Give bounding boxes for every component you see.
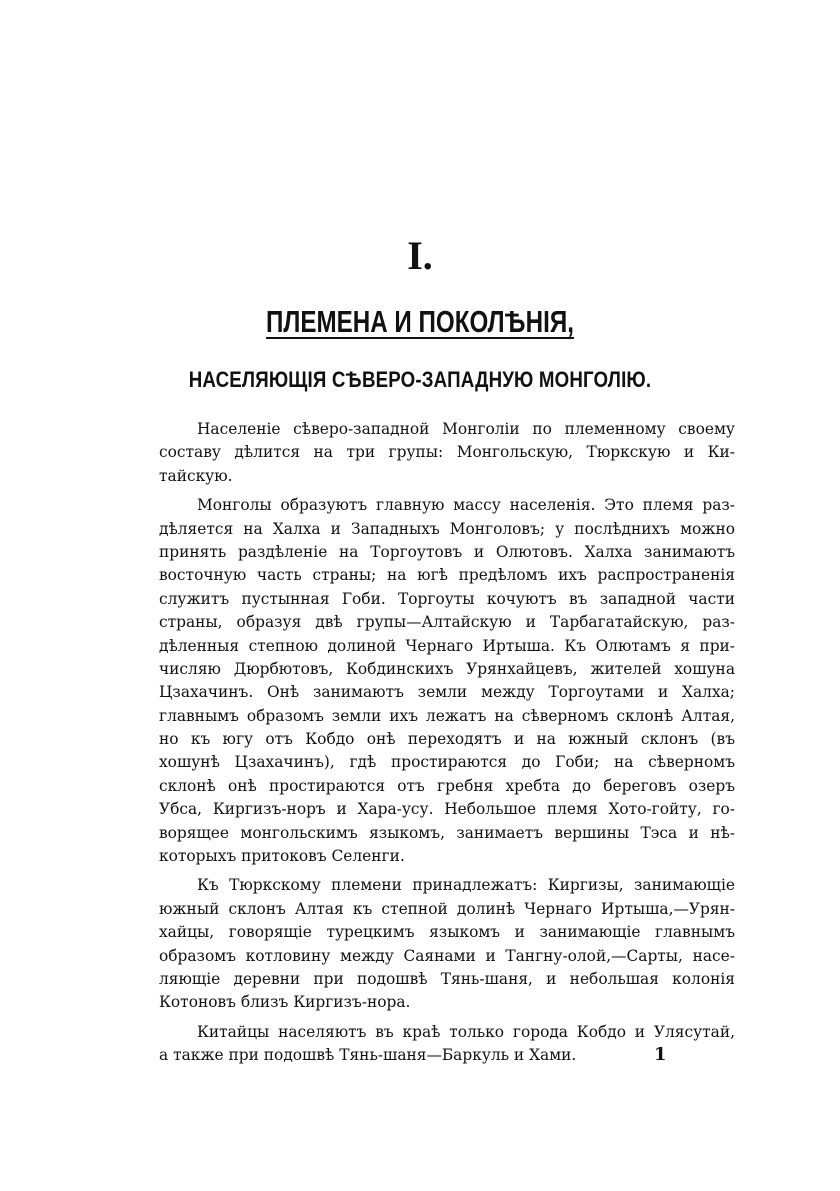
text-line: которыхъ притоковъ Селенги. — [159, 847, 405, 866]
text-line: Котоновъ близъ Киргизъ-нора. — [159, 993, 411, 1012]
text-line: южный склонъ Алтая къ степной долинѣ Чернаго Иртыша,—Урян- — [159, 899, 735, 918]
body-text — [159, 418, 735, 1068]
text-line: Монголы образуютъ главную массу населенія. Это племя раз- — [197, 496, 735, 515]
text-line: Убса, Киргизъ-норъ и Хара-усу. Небольшое племя Хото-гойту, го- — [159, 800, 735, 819]
text-line: а также при подошвѣ Тянь-шаня—Баркуль и Хами. — [159, 1046, 577, 1065]
text-line: склонѣ онѣ простираются отъ гребня хребта до береговъ озеръ — [159, 776, 735, 795]
text-line: главнымъ образомъ земли ихъ лежатъ на сѣверномъ склонѣ Алтая, — [159, 706, 735, 725]
text-line: хошунѣ Цзахачинъ), гдѣ простираются до Гоби; на сѣверномъ — [159, 753, 735, 772]
paragraph-2 — [159, 494, 735, 868]
chapter-subtitle: НАСЕЛЯЮЩІЯ СѢВЕРО-ЗАПАДНУЮ МОНГОЛІЮ. — [188, 367, 652, 392]
text-line: образомъ котловину между Саянами и Тангну-олой,—Сарты, насе- — [159, 946, 735, 965]
text-line: ворящее монгольскимъ языкомъ, занимаетъ вершины Тэса и нѣ- — [159, 823, 735, 842]
text-line: принять раздѣленіе на Торгоутовъ и Олютовъ. Халха занимаютъ — [159, 542, 735, 561]
text-line: дѣленныя степною долиной Чернаго Иртыша. Къ Олютамъ я при- — [159, 636, 735, 655]
text-line: тайскую. — [159, 466, 233, 485]
text-line: Населеніе сѣверо-западной Монголіи по племенному своему — [197, 420, 735, 438]
text-line: ляющіе деревни при подошвѣ Тянь-шаня, и небольшая колонія — [159, 969, 735, 988]
paragraph-3 — [159, 874, 735, 1014]
paragraph-1 — [159, 418, 735, 488]
text-line: Къ Тюркскому племени принадлежатъ: Киргизы, занимающіе — [197, 876, 735, 895]
text-line: Китайцы населяютъ въ краѣ только города Кобдо и Улясутай, — [197, 1022, 735, 1041]
text-line: восточную часть страны; на югѣ предѣломъ ихъ распространенія — [159, 566, 735, 585]
chapter-number: I. — [407, 233, 433, 278]
text-line: Цзахачинъ. Онѣ занимаютъ земли между Торгоутами и Халха; — [159, 683, 735, 702]
text-line: составу дѣлится на три групы: Монгольскую, Тюркскую и Ки- — [159, 443, 735, 462]
text-line: дѣляется на Халха и Западныхъ Монголовъ; у послѣднихъ можно — [159, 519, 735, 538]
text-line: но къ югу отъ Кобдо онѣ переходятъ и на южный склонъ (въ — [159, 730, 735, 749]
text-line: числяю Дюрбютовъ, Кобдинскихъ Урянхайцевъ, жителей хошуна — [159, 659, 735, 678]
page-number: 1 — [654, 1044, 667, 1065]
text-line: служитъ пустынная Гоби. Торгоуты кочуютъ въ западной части — [159, 589, 735, 608]
paragraph-4 — [159, 1021, 735, 1068]
chapter-title: ПЛЕМЕНА И ПОКОЛѢНІЯ, — [266, 304, 574, 339]
text-line: хайцы, говорящіе турецкимъ языкомъ и занимающіе главнымъ — [159, 923, 735, 942]
text-line: страны, образуя двѣ групы—Алтайскую и Тарбагатайскую, раз- — [159, 613, 735, 632]
